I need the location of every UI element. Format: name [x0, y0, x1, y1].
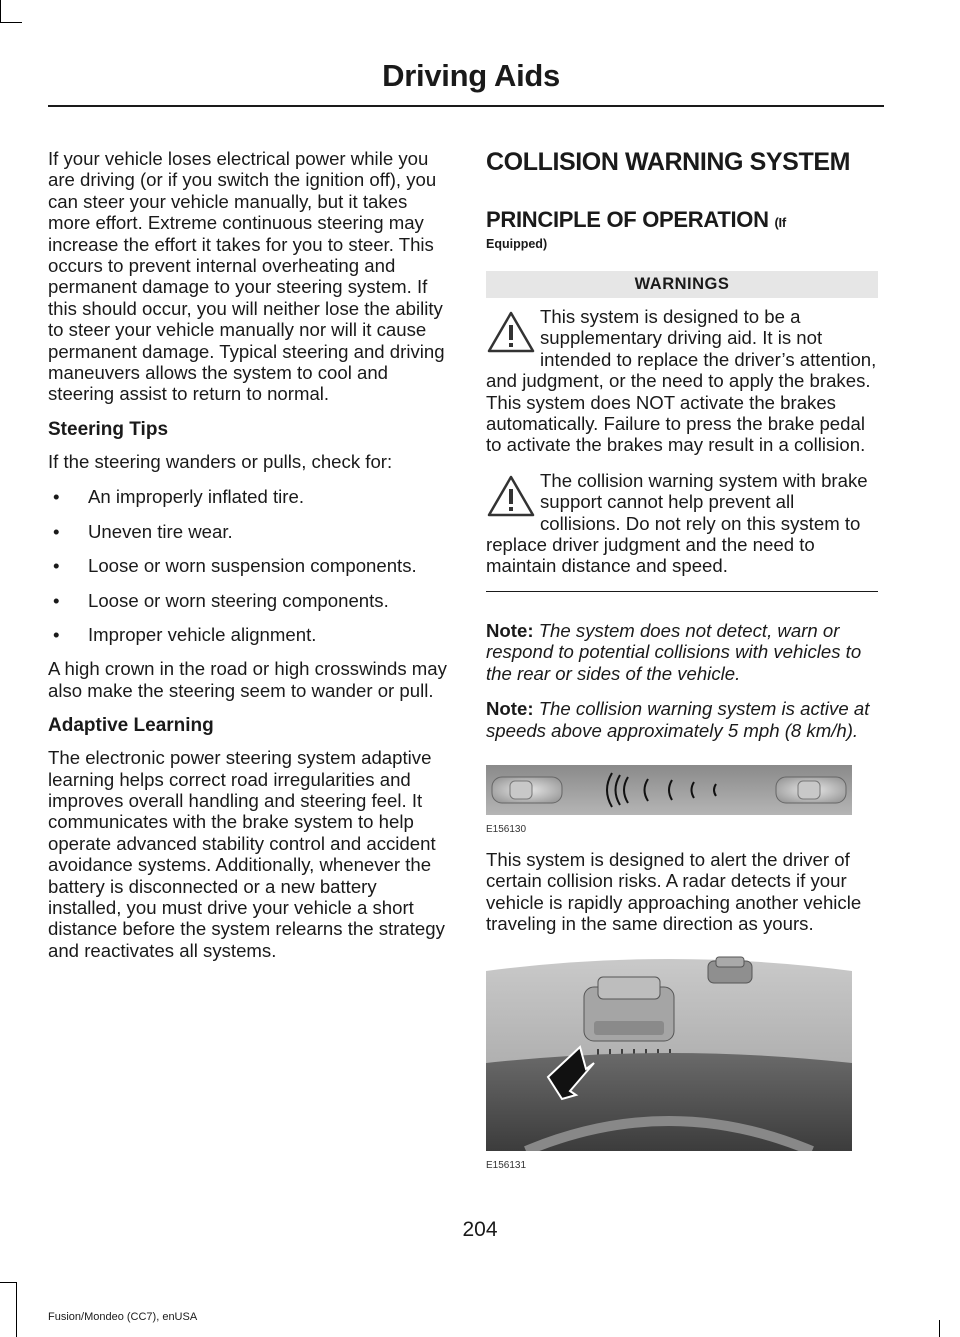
- figure-id: E156130: [486, 823, 527, 835]
- left-column: [48, 148, 450, 975]
- warning-triangle-icon: [486, 310, 536, 350]
- dashboard-figure: [486, 951, 878, 1171]
- note-paragraph: Note: The system does not detect, warn or respond to potential collisions with vehicles to the rear or sides of the vehicle.: [486, 619, 862, 684]
- warning-text: This system is designed to be a supplementary driving aid. It is not intended to replace the driver’s attention, and judgment, or the need to apply the brakes. This system does NOT activate the brakes automatically. Failure to press the brake pedal to activate the brakes may result in a collision.: [486, 306, 877, 456]
- right-column: [486, 148, 878, 1171]
- list-item: • Improper vehicle alignment.: [53, 623, 317, 645]
- warning-text: The collision warning system with brake support cannot help prevent all collisions. Do not rely on this system to replace driver judgment and the need to maintain distance and speed.: [486, 469, 868, 577]
- warning-item: [486, 470, 878, 577]
- crop-mark: [939, 1320, 940, 1337]
- header-rule: [48, 105, 884, 107]
- warning-rule: [486, 591, 878, 592]
- crown-paragraph: A high crown in the road or high crosswinds may also make the steering seem to wander or pull.: [48, 658, 447, 701]
- windshield-illustration: [486, 951, 852, 1151]
- tips-list: [48, 486, 450, 645]
- warning-item: [486, 306, 878, 456]
- crop-mark: [0, 22, 22, 23]
- radar-illustration: [486, 765, 852, 815]
- bullet: •: [53, 520, 60, 542]
- adaptive-paragraph: The electronic power steering system adaptive learning helps correct road irregularities and improves overall handling and steering feel. It communicates with the brake system to help operate advanced stability control and accident avoidance systems. Additionally, whenever the battery is disconnected or a new battery installed, you must drive your vehicle a short distance before the system relearns the strategy and reactivates all systems.: [48, 747, 445, 961]
- bullet: •: [53, 555, 60, 577]
- section-title: COLLISION WARNING SYSTEM: [486, 148, 851, 176]
- page-title: Driving Aids: [382, 58, 560, 93]
- tips-intro: If the steering wanders or pulls, check for:: [48, 450, 393, 472]
- body-paragraph: This system is designed to alert the driver of certain collision risks. A radar detects if your vehicle is rapidly approaching another vehicle traveling in the same direction as yours.: [486, 848, 862, 935]
- list-item: • Uneven tire wear.: [53, 520, 233, 542]
- page-number: 204: [462, 1218, 498, 1241]
- radar-figure: [486, 765, 878, 835]
- crop-mark: [0, 1282, 16, 1283]
- subsection-title: PRINCIPLE OF OPERATION (If: [486, 207, 786, 232]
- list-item: • An improperly inflated tire.: [53, 486, 304, 508]
- subsection-suffix: Equipped): [486, 237, 548, 251]
- bullet: •: [53, 623, 60, 645]
- intro-paragraph: If your vehicle loses electrical power while you are driving (or if you switch the ignition off), you can steer your vehicle manually, but it takes more effort. Extreme continuous steering may increase the effort it takes for you to steer. This occurs to prevent internal overheating and permanent damage to your steering system. If this should occur, you will neither lose the ability to steer your vehicle manually nor will it cause permanent damage. Typical steering and driving maneuvers allows the system to cool and steering assist to return to normal.: [48, 148, 445, 405]
- figure-id: E156131: [486, 1159, 527, 1171]
- note-paragraph: Note: The collision warning system is active at speeds above approximately 5 mph (8 km/h).: [486, 698, 870, 741]
- crop-mark: [0, 0, 1, 22]
- bullet: •: [53, 589, 60, 611]
- steering-tips-heading: Steering Tips: [48, 418, 169, 440]
- bullet: •: [53, 486, 60, 508]
- warnings-bar: WARNINGS: [486, 271, 878, 298]
- crop-mark: [16, 1282, 17, 1337]
- model-label: Fusion/Mondeo (CC7), enUSA: [48, 1311, 198, 1323]
- list-item: • Loose or worn suspension components.: [53, 555, 417, 577]
- warning-triangle-icon: [486, 474, 536, 514]
- adaptive-learning-heading: Adaptive Learning: [48, 715, 214, 737]
- list-item: • Loose or worn steering components.: [53, 589, 389, 611]
